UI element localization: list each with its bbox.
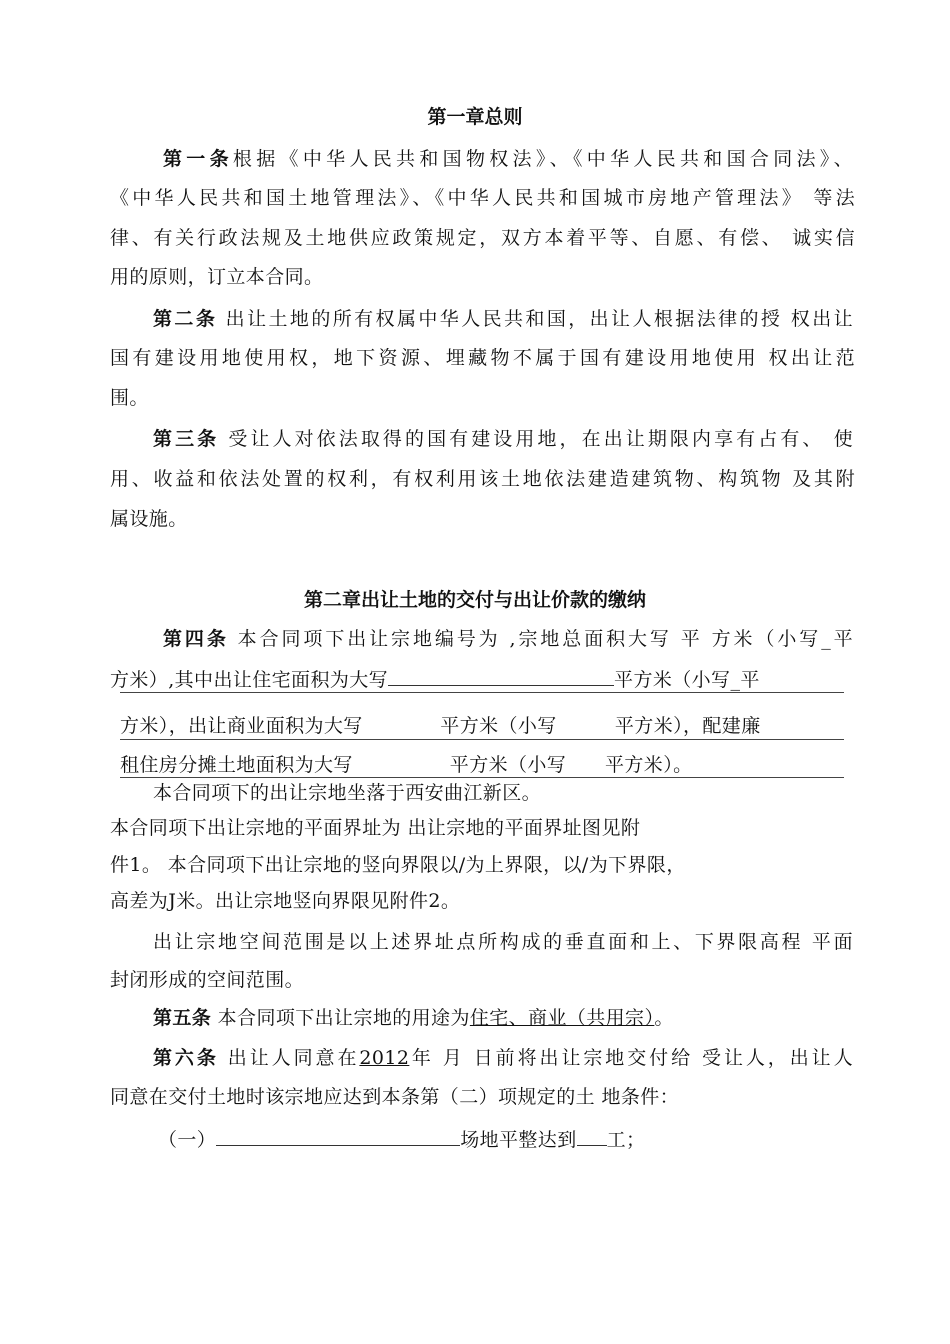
article-6-text-b: 年 月 日前将出让宗地交付给 受让人，出让人	[409, 1047, 854, 1069]
article-6-label: 第六条	[153, 1047, 219, 1069]
article-5-line	[153, 1005, 853, 1031]
article-2-line-2: 国有建设用地使用权，地下资源、埋藏物不属于国有建设用地使用 权出让范	[110, 347, 855, 369]
article-1-line-2: 《中华人民共和国土地管理法》、《中华人民共和国城市房地产管理法》 等法	[110, 187, 855, 209]
article-6-line-2: 同意在交付土地时该宗地应达到本条第（二）项规定的土 地条件：	[110, 1086, 680, 1108]
article-3-line-3: 属设施。	[110, 508, 188, 530]
space-range-line-2: 封闭形成的空间范围。	[110, 969, 305, 991]
article-5-text: 本合同项下出让宗地的用途为	[211, 1007, 470, 1029]
article-4-text-2b: 平方米（小写_平	[614, 669, 760, 691]
article-3-line-1	[153, 426, 853, 452]
chapter-2-title: 第二章出让土地的交付与出让价款的缴纳	[303, 589, 646, 611]
blank-site-level	[216, 1126, 460, 1146]
plane-boundary-line-3: 高差为J米。出让宗地竖向界限见附件2。	[110, 890, 461, 912]
location-line: 本合同项下的出让宗地坐落于西安曲江新区。	[153, 782, 542, 804]
article-4-line-1	[163, 626, 853, 652]
article-1-label: 第一条	[163, 148, 233, 170]
space-range-line-1: 出让宗地空间范围是以上述界址点所构成的垂直面和上、下界限高程 平面	[153, 931, 853, 953]
underline-rule-2	[120, 739, 844, 740]
article-6-text-a: 出让人同意在	[218, 1047, 360, 1069]
article-1-line-4: 用的原则，订立本合同。	[110, 266, 324, 288]
article-4-text-1: 本合同项下出让宗地编号为 ,宗地总面积大写 平 方米（小写_平	[228, 628, 854, 650]
article-1-line-3: 律、有关行政法规及土地供应政策规定，双方本着平等、自愿、有偿、 诚实信	[110, 227, 855, 249]
article-5-label: 第五条	[153, 1007, 212, 1029]
item-1-text: 场地平整达到	[460, 1129, 577, 1151]
blank-site-grade	[577, 1126, 607, 1146]
underline-rule-3	[120, 777, 844, 778]
article-4-text-2a: 方米）,其中出让住宅面积为大写	[110, 669, 389, 691]
article-3-line-2: 用、收益和依法处置的权利，有权利用该土地依法建造建筑物、构筑物 及其附	[110, 468, 855, 490]
article-4-line-4: 租住房分摊土地面积为大写 平方米（小写 平方米）。	[120, 754, 693, 776]
delivery-year: 2012	[359, 1047, 410, 1069]
article-1-line-1	[163, 146, 853, 172]
article-6-line-1	[153, 1045, 853, 1071]
plane-boundary-line-1: 本合同项下出让宗地的平面界址为 出让宗地的平面界址图见附	[110, 817, 641, 839]
item-1-line	[158, 1126, 758, 1153]
article-3-text-1: 受让人对依法取得的国有建设用地，在出让期限内享有占有、 使	[219, 428, 853, 450]
article-2-text-1: 出让土地的所有权属中华人民共和国，出让人根据法律的授 权出让	[217, 308, 853, 330]
blank-residential-area	[388, 666, 614, 686]
article-4-line-2	[110, 666, 855, 693]
plane-boundary-line-2: 件1。 本合同项下出让宗地的竖向界限以/为上界限，以/为下界限，	[110, 854, 686, 876]
article-1-text-1: 根据《中华人民共和国物权法》、《中华人民共和国合同法》、	[232, 148, 854, 170]
article-4-label: 第四条	[163, 628, 229, 650]
land-use-value: 住宅、商业（共用宗）	[469, 1007, 655, 1029]
article-2-line-3: 围。	[110, 387, 149, 409]
chapter-1-title: 第一章总则	[427, 106, 523, 128]
underline-rule-1	[120, 692, 844, 693]
article-2-line-1	[153, 306, 853, 332]
article-4-line-3: 方米），出让商业面积为大写 平方米（小写 平方米），配建廉	[120, 715, 761, 737]
item-1-prefix: （一）	[158, 1129, 217, 1151]
article-3-label: 第三条	[153, 428, 220, 450]
item-1-end: 工；	[606, 1129, 646, 1151]
article-2-label: 第二条	[153, 308, 218, 330]
article-5-end: 。	[654, 1007, 674, 1029]
